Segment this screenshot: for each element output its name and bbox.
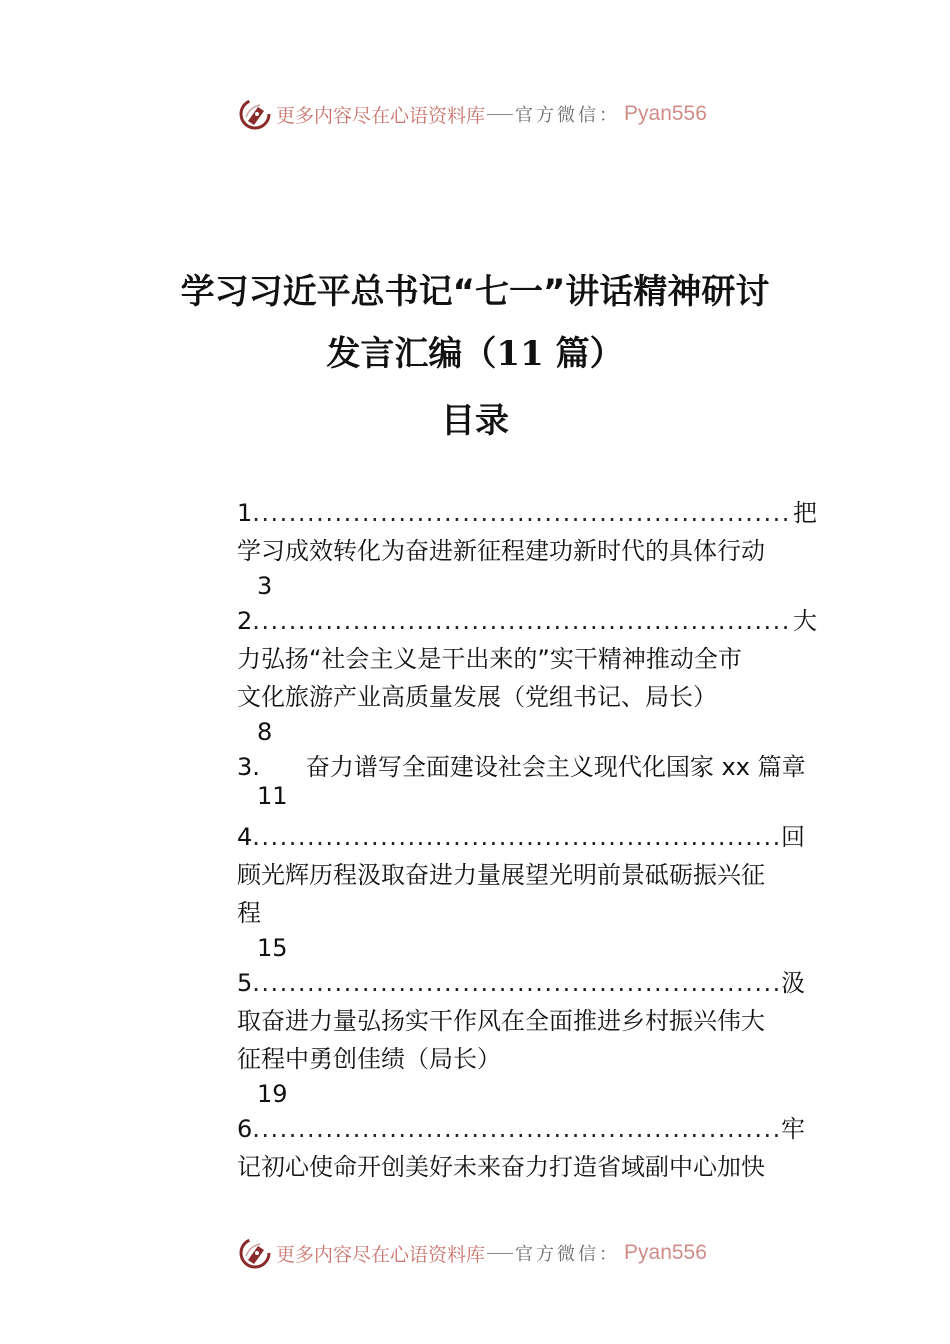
pen-nib-circle-icon — [238, 97, 272, 131]
footer-watermark — [238, 1233, 707, 1273]
title-line2-prefix: 发言汇编（ — [326, 334, 497, 374]
watermark-dash — [487, 1253, 513, 1254]
watermark-wechat-id: Pyan556 — [624, 102, 707, 125]
watermark-wechat-id: Pyan556 — [624, 1241, 707, 1264]
toc-entry-1-title[interactable]: 学习成效转化为奋进新征程建功新时代的具体行动 — [237, 537, 765, 565]
toc-entry-1-lead[interactable] — [237, 494, 817, 532]
toc-entry-first-char: 牢 — [781, 1115, 805, 1143]
document-title-line2 — [0, 326, 950, 375]
toc-entry-2-title-line1[interactable]: 力弘扬“社会主义是干出来的”实干精神推动全市 — [237, 645, 742, 673]
toc-entry-number: 2 — [237, 607, 253, 635]
toc-entry-first-char: 大 — [793, 607, 817, 635]
toc-entry-4-title-line2[interactable]: 程 — [237, 899, 261, 927]
toc-entry-4-page: 15 — [257, 934, 288, 962]
toc-entry-first-char: 把 — [793, 499, 817, 527]
toc-entry-5-title-line2[interactable]: 征程中勇创佳绩（局长） — [237, 1045, 501, 1073]
toc-entry-5-title-line1[interactable]: 取奋进力量弘扬实干作风在全面推进乡村振兴伟大 — [237, 1007, 765, 1035]
toc-entry-number: 1 — [237, 499, 253, 527]
watermark-library-text: 更多内容尽在心语资料库 — [276, 104, 486, 127]
toc-entry-5-lead[interactable] — [237, 964, 805, 1002]
toc-entry-2-title-line2[interactable]: 文化旅游产业高质量发展（党组书记、局长） — [237, 683, 717, 711]
watermark-official-text: 官方微信： — [515, 1244, 621, 1265]
toc-entry-number: 6 — [237, 1115, 253, 1143]
toc-entry-title: 奋力谱写全面建设社会主义现代化国家 xx 篇章 — [305, 753, 806, 781]
header-watermark — [238, 94, 707, 134]
dot-leader — [252, 1110, 781, 1148]
pen-nib-circle-icon — [238, 1236, 272, 1270]
dot-leader — [252, 494, 793, 532]
toc-entry-6-lead[interactable] — [237, 1110, 805, 1148]
watermark-official-text: 官方微信： — [515, 105, 621, 126]
document-title-line1: 学习习近平总书记“七一”讲话精神研讨 — [180, 272, 770, 312]
toc-entry-5-page: 19 — [257, 1080, 288, 1108]
watermark-library-text: 更多内容尽在心语资料库 — [276, 1243, 486, 1266]
toc-entry-6-title-line1[interactable]: 记初心使命开创美好未来奋力打造省域副中心加快 — [237, 1153, 765, 1181]
toc-entry-number: 3. — [237, 753, 260, 781]
title-line2-suffix: 篇） — [543, 334, 624, 374]
table-of-contents — [237, 494, 847, 1186]
toc-entry-4-lead[interactable] — [237, 818, 805, 856]
toc-entry-3[interactable] — [237, 748, 847, 780]
toc-entry-first-char: 回 — [781, 823, 805, 851]
dot-leader — [252, 964, 781, 1002]
toc-entry-3-page: 11 — [257, 782, 288, 810]
toc-entry-4-title-line1[interactable]: 顾光辉历程汲取奋进力量展望光明前景砥砺振兴征 — [237, 861, 765, 889]
toc-entry-2-lead[interactable] — [237, 602, 817, 640]
toc-entry-2-page: 8 — [257, 718, 273, 746]
toc-entry-1-page: 3 — [257, 572, 273, 600]
dot-leader — [252, 602, 793, 640]
watermark-dash — [487, 114, 513, 115]
toc-entry-first-char: 汲 — [781, 969, 805, 997]
toc-entry-number: 4 — [237, 823, 253, 851]
toc-entry-number: 5 — [237, 969, 253, 997]
dot-leader — [252, 818, 781, 856]
title-line2-number: 11 — [496, 334, 544, 374]
toc-heading: 目录 — [441, 401, 509, 441]
